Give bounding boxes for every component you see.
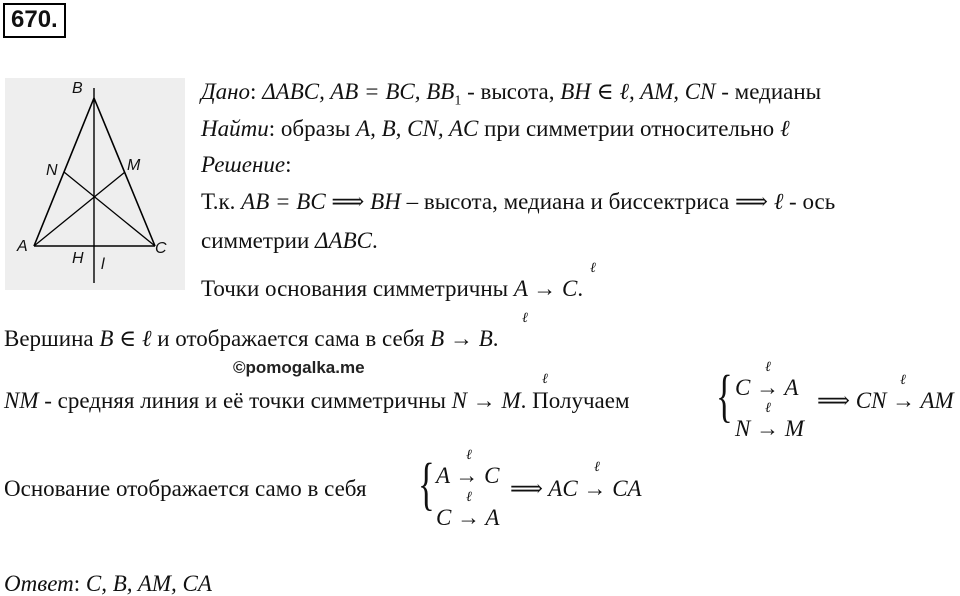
triangle-figure [5,78,185,290]
step4-over-ell-2: ℓ [765,401,771,416]
step1b-line: симметрии ΔABC. [201,228,378,253]
step4-system-line2: N → M [735,416,804,441]
label-l: l [101,256,105,273]
step3-over-ell: ℓ [522,311,528,326]
triangle-diagram [5,78,185,290]
step5-result: ⟹ AC → CA [510,476,642,501]
label-H: H [72,250,84,267]
step2-line: Точки основания симметричны A → C. [201,276,584,301]
find-label: Найти [201,116,269,141]
problem-number: 670. [3,3,66,38]
step4-over-ell-nm: ℓ [542,372,548,387]
answer-line: Ответ: C, B, AM, CA [4,571,212,596]
answer-label: Ответ [4,571,74,596]
step5-over-ell-3: ℓ [594,460,600,475]
label-A: A [17,238,28,255]
step4-system-line1: C → A [735,375,799,400]
given-line: Дано: ΔABC, AB = BC, $BB_1$ - высота, BH ∈ ℓ, AM, CN - медианы [201,79,822,109]
step5-system-line2: C → A [436,505,500,530]
answer-value: C, B, AM, CA [80,571,212,596]
label-C: C [155,240,167,257]
solution-heading: Решение: [201,152,292,177]
step4-brace: { [716,363,733,428]
label-N: N [46,162,58,179]
step4-over-ell-1: ℓ [765,360,771,375]
label-B: B [72,80,83,97]
find-line: Найти: образы A, B, CN, AC при симметрии относительно ℓ [201,116,790,141]
step2-over-ell: ℓ [590,261,596,276]
step3-line: Вершина B ∈ ℓ и отображается сама в себя B → B. [4,326,499,351]
given-label: Дано [201,79,251,104]
step5-system-line1: A → C [436,463,500,488]
step4-line: NM - средняя линия и её точки симметричны N → M. Получаем [4,388,630,413]
step5-line: Основание отображается само в себя [4,476,367,501]
step4-result: ⟹ CN → AM [817,388,954,413]
label-M: M [127,157,141,174]
step1-line: Т.к. AB = BC ⟹ BH – высота, медиана и биссектриса ⟹ ℓ - ось [201,189,836,214]
step4-over-ell-3: ℓ [900,373,906,388]
step5-brace: { [418,451,435,516]
step5-over-ell-2: ℓ [466,490,472,505]
watermark: ©pomogalka.me [233,358,365,377]
step5-over-ell-1: ℓ [466,448,472,463]
